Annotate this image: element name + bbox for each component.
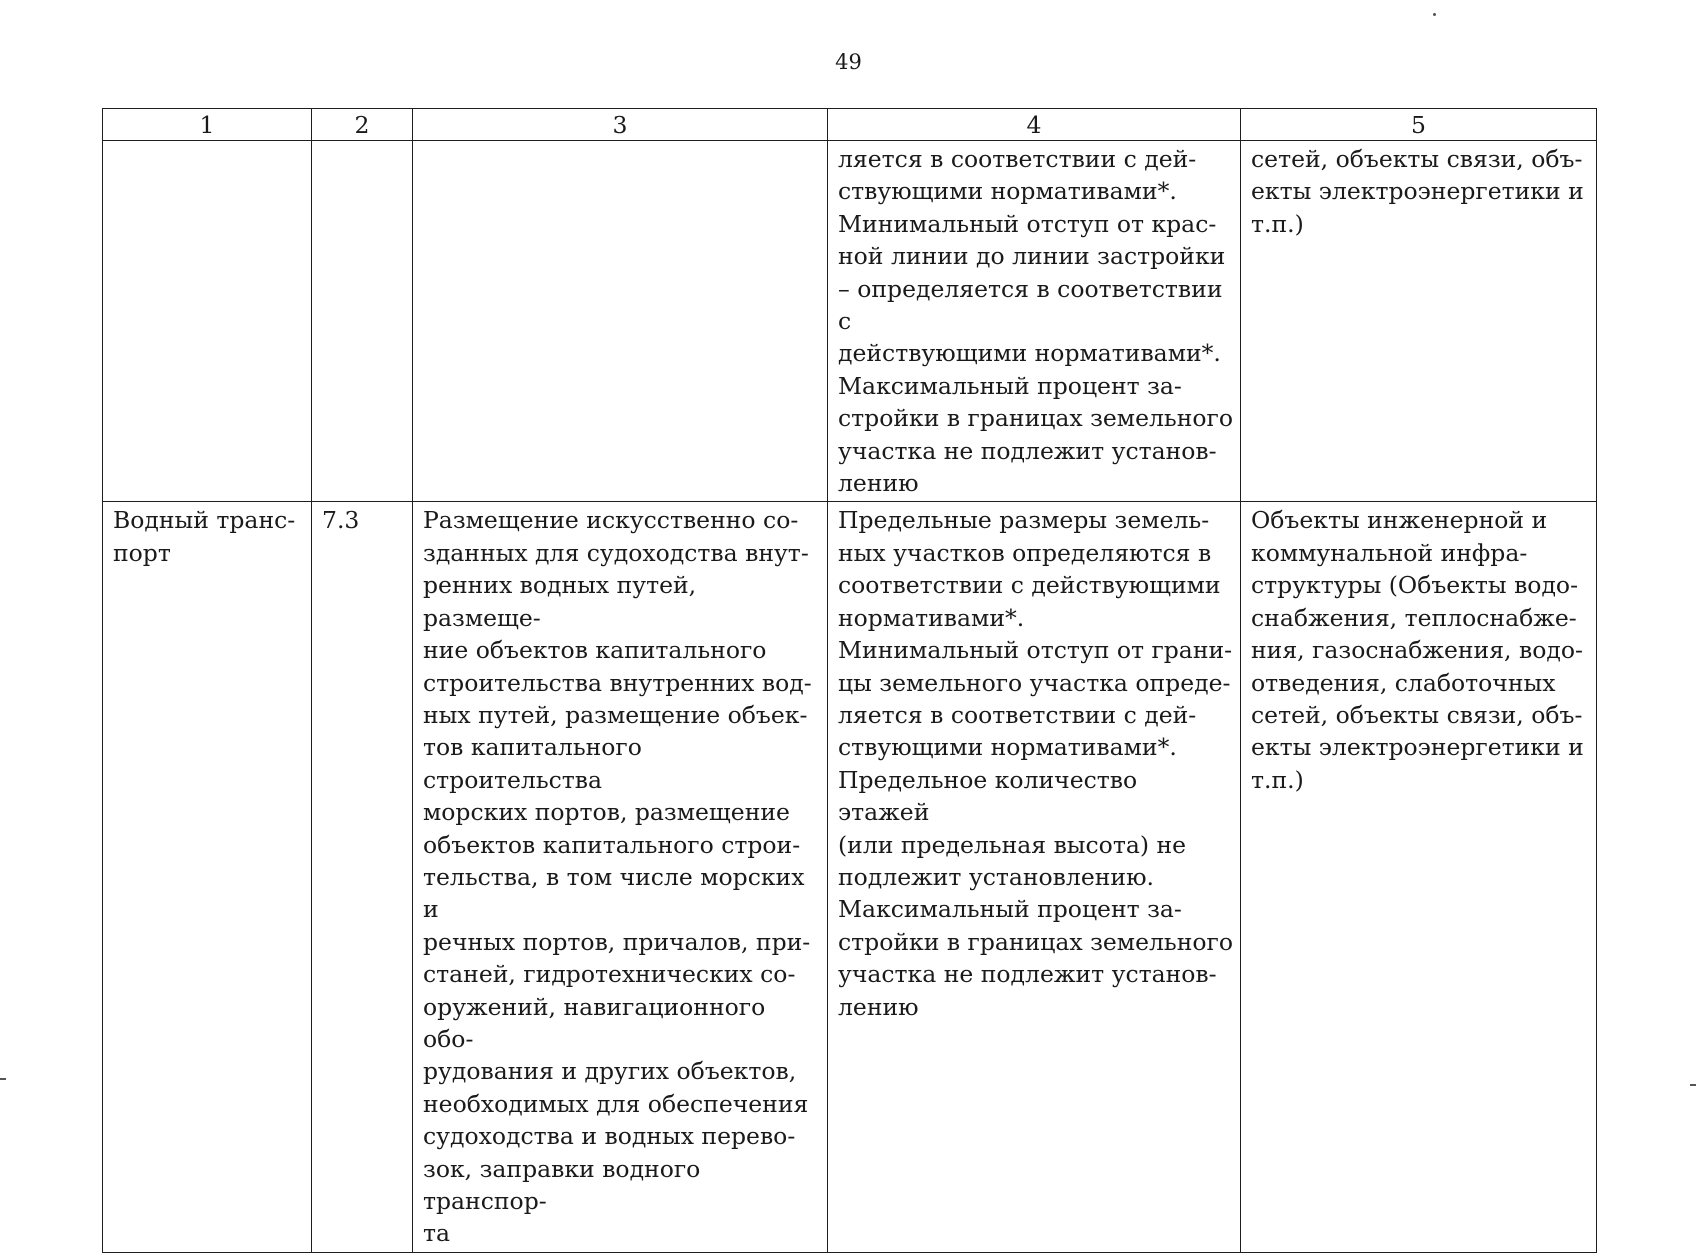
cell-auxiliary-objects: Объекты инженерной и коммунальной инфра- структуры (Объекты водо- снабжения, теплоснабже- ния, газоснабжения, водо- отведения, слаботочных сетей, объекты связи, объ- екты электроэнергетики и т.п.) [1241, 502, 1597, 1252]
header-col-2: 2 [312, 109, 413, 141]
header-col-1: 1 [103, 109, 312, 141]
cell-code: 7.3 [312, 502, 413, 1252]
scan-mark-left [0, 1078, 6, 1080]
page-number: 49 [835, 50, 862, 74]
cell-code [312, 141, 413, 502]
header-col-3: 3 [413, 109, 828, 141]
cell-description [413, 141, 828, 502]
header-row [103, 109, 1597, 141]
scan-mark-right [1690, 1084, 1696, 1086]
table-row [103, 502, 1597, 1252]
cell-auxiliary-objects: сетей, объекты связи, объ- екты электроэнергетики и т.п.) [1241, 141, 1597, 502]
cell-parameters: ляется в соответствии с дей- ствующими нормативами*. Минимальный отступ от крас- ной линии до линии застройки – определяется в соответствии с действующими нормативами*. Максимальный процент за- стройки в границах земельного участка не подлежит установ- лению [828, 141, 1241, 502]
cell-description: Размещение искусственно со- зданных для судоходства внут- ренних водных путей, размеще- ние объектов капитального строительства внутренних вод- ных путей, размещение объек- тов капитального строительства морских портов, размещение объектов капитального строи- тельства, в том числе морских и речных портов, причалов, при- станей, гидротехнических со- оружений, навигационного обо- рудования и других объектов, необходимых для обеспечения судоходства и водных перево- зок, заправки водного транспор- та [413, 502, 828, 1252]
table-row [103, 141, 1597, 502]
header-col-4: 4 [828, 109, 1241, 141]
scan-dot [1433, 13, 1436, 16]
cell-parameters: Предельные размеры земель- ных участков определяются в соответствии с действующими нормативами*. Минимальный отступ от грани- цы земельного участка опреде- ляется в соответствии с дей- ствующими нормативами*. Предельное количество этажей (или предельная высота) не подлежит установлению. Максимальный процент за- стройки в границах земельного участка не подлежит установ- лению [828, 502, 1241, 1252]
header-col-5: 5 [1241, 109, 1597, 141]
cell-use-type: Водный транс- порт [103, 502, 312, 1252]
zoning-table [102, 108, 1597, 1253]
cell-use-type [103, 141, 312, 502]
